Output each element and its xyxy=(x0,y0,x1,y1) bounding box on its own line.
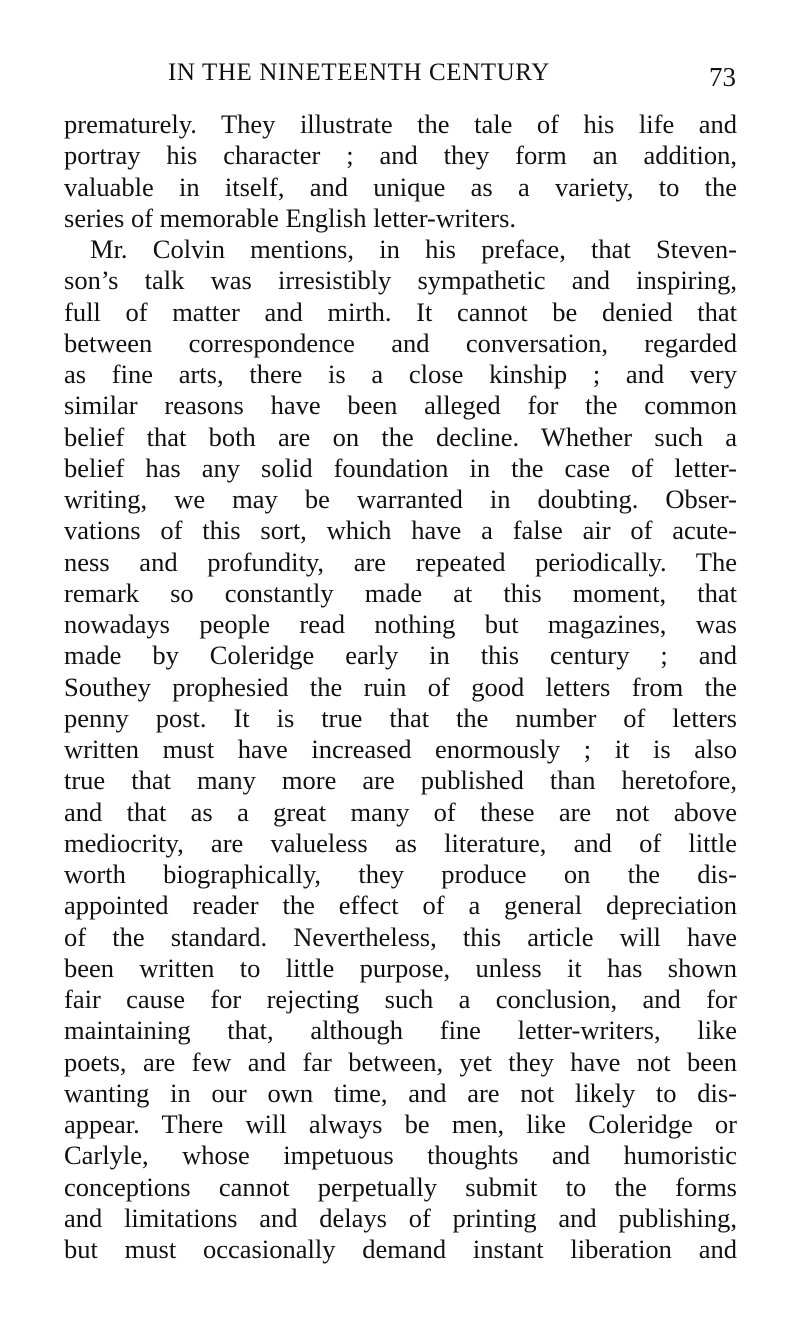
text-line: worth biographically, they produce on the dis- xyxy=(64,859,737,889)
text-line: appear. There will always be men, like Coleridge or xyxy=(64,1109,737,1139)
text-line: fair cause for rejecting such a conclusion, and for xyxy=(64,984,737,1014)
text-line: of the standard. Nevertheless, this article will have xyxy=(64,921,737,952)
text-line: between correspondence and conversation, regarded xyxy=(64,327,737,358)
text-line: but must occasionally demand instant liberation and xyxy=(64,1234,737,1264)
text-line: writing, we may be warranted in doubting. Obser- xyxy=(64,484,737,514)
text-line: remark so constantly made at this moment, that xyxy=(64,577,737,608)
text-line: written must have increased enormously ; it is also xyxy=(64,734,737,764)
text-line: conceptions cannot perpetually submit to the forms xyxy=(64,1171,737,1202)
text-line: similar reasons have been alleged for the common xyxy=(64,390,737,421)
text-line: Southey prophesied the ruin of good letters from the xyxy=(64,671,737,702)
text-line: full of matter and mirth. It cannot be denied that xyxy=(64,296,737,327)
text-line: ness and profundity, are repeated periodically. The xyxy=(64,546,737,577)
page-number: 73 xyxy=(709,62,736,92)
text-line: belief has any solid foundation in the case of letter- xyxy=(64,452,737,483)
text-line: penny post. It is true that the number of letters xyxy=(64,702,737,733)
text-line: nowadays people read nothing but magazines, was xyxy=(64,609,737,639)
text-line: valuable in itself, and unique as a variety, to the xyxy=(64,171,737,202)
text-line: poets, are few and far between, yet they have not been xyxy=(64,1046,737,1077)
text-line: belief that both are on the decline. Whether such a xyxy=(64,421,737,452)
text-line: and that as a great many of these are not above xyxy=(64,796,737,827)
text-line: made by Coleridge early in this century ; and xyxy=(64,640,737,671)
text-line: vations of this sort, which have a false air of acute- xyxy=(64,515,737,546)
text-line: maintaining that, although fine letter-writers, like xyxy=(64,1015,737,1046)
paragraph-end-line: series of memorable English letter-writers. xyxy=(64,202,517,233)
text-line: mediocrity, are valueless as literature, and of little xyxy=(64,827,737,858)
text-line: Carlyle, whose impetuous thoughts and humoristic xyxy=(64,1140,737,1171)
text-line: wanting in our own time, and are not likely to dis- xyxy=(64,1077,737,1108)
text-line: prematurely. They illustrate the tale of his life and xyxy=(64,109,737,139)
text-line: portray his character ; and they form an addition, xyxy=(64,140,737,171)
text-line: son’s talk was irresistibly sympathetic and inspiring, xyxy=(64,265,737,296)
text-line: and limitations and delays of printing and publishing, xyxy=(64,1202,737,1233)
text-line: been written to little purpose, unless it has shown xyxy=(64,952,737,983)
text-line: true that many more are published than heretofore, xyxy=(64,765,737,796)
body-text xyxy=(64,109,737,1265)
running-title: IN THE NINETEENTH CENTURY xyxy=(168,59,550,86)
text-line: as fine arts, there is a close kinship ; and very xyxy=(64,359,737,389)
text-line: appointed reader the effect of a general depreciation xyxy=(64,890,737,921)
paragraph-start-line: Mr. Colvin mentions, in his preface, that Steven- xyxy=(90,234,737,264)
